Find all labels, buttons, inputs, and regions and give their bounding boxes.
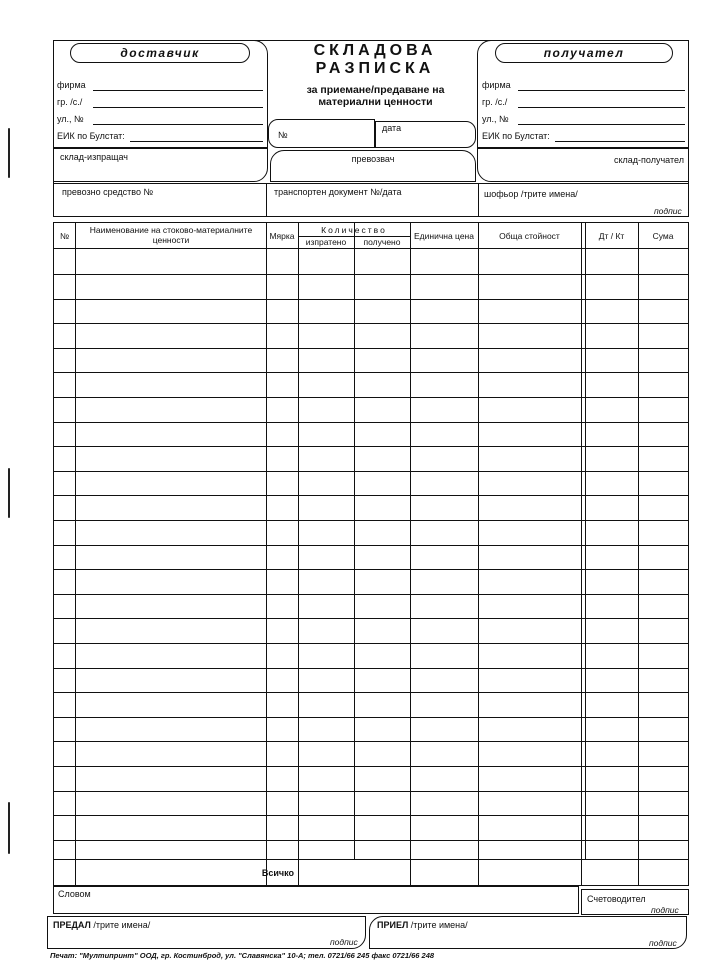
table-row-line	[54, 766, 688, 767]
th-total: Обща стойност	[499, 231, 560, 241]
table-row-line	[54, 372, 688, 373]
received-signature-label: подпис	[649, 938, 677, 948]
supplier-street-label: ул., №	[57, 114, 84, 124]
receiver-city-label: гр. /с./	[482, 97, 508, 107]
table-row-line	[54, 668, 688, 669]
print-note: Печат: "Мултипринт" ООД, гр. Костинброд, ул. "Славянска" 10-А; тел. 0721/66 245 факс 0721/66 248	[50, 951, 435, 960]
col-line-gap	[585, 223, 586, 859]
th-sent: изпратено	[305, 237, 347, 247]
table-row-line	[54, 569, 688, 570]
table-row-line	[54, 692, 688, 693]
supplier-city-line[interactable]	[93, 107, 263, 108]
receiver-street-line[interactable]	[518, 124, 685, 125]
receiver-title: получател	[543, 46, 625, 60]
doc-number-label: №	[278, 130, 288, 140]
table-row-line	[54, 471, 688, 472]
table-row-line	[54, 815, 688, 816]
table-row-line	[54, 274, 688, 275]
table-header-line	[54, 248, 688, 249]
receiver-eik-line[interactable]	[555, 141, 685, 142]
table-row-line	[54, 840, 688, 841]
sender-warehouse-label: склад-изпращач	[60, 152, 128, 162]
goods-table	[53, 222, 689, 886]
doc-subtitle: за приемане/предаване на материални ценности	[306, 84, 445, 108]
table-row-line	[54, 348, 688, 349]
received-label	[377, 920, 468, 930]
receiver-warehouse-label: склад-получател	[614, 155, 684, 165]
received-names: /трите имена/	[410, 920, 468, 930]
th-received: получено	[363, 237, 401, 247]
driver-signature-label: подпис	[654, 206, 682, 216]
th-measure: Мярка	[269, 231, 295, 241]
supplier-city-label: гр. /с./	[57, 97, 83, 107]
received-title: ПРИЕЛ	[377, 920, 409, 930]
carrier-label: превозвач	[351, 154, 395, 164]
supplier-eik-label: ЕИК по Булстат:	[57, 131, 125, 141]
words-box[interactable]	[53, 886, 579, 914]
table-row-line	[54, 643, 688, 644]
table-row-line	[54, 717, 688, 718]
supplier-firm-label: фирма	[57, 80, 86, 90]
total-label: Всичко	[261, 868, 294, 878]
th-amount: Сума	[652, 231, 674, 241]
doc-date-label: дата	[382, 123, 402, 133]
table-row-line	[54, 495, 688, 496]
binder-hole-middle	[8, 468, 10, 518]
table-row-line	[54, 323, 688, 324]
doc-title-line2: РАЗПИСКА	[315, 60, 435, 77]
table-row-line	[54, 545, 688, 546]
transport-divider-1	[266, 183, 267, 217]
handed-title: ПРЕДАЛ	[53, 920, 91, 930]
table-row-line	[54, 791, 688, 792]
driver-label: шофьор /трите имена/	[484, 189, 578, 199]
receiver-eik-label: ЕИК по Булстат:	[482, 131, 550, 141]
table-row-line	[54, 397, 688, 398]
table-row-line	[54, 520, 688, 521]
th-no: №	[59, 231, 70, 241]
receiver-city-line[interactable]	[518, 107, 685, 108]
th-debit-credit: Дт / Кт	[598, 231, 625, 241]
receiver-warehouse-box[interactable]	[477, 148, 689, 182]
table-row-line	[54, 594, 688, 595]
receiver-firm-line[interactable]	[518, 90, 685, 91]
table-row-line	[54, 741, 688, 742]
accountant-signature-label: подпис	[651, 905, 679, 915]
vehicle-label: превозно средство №	[62, 187, 154, 197]
th-quantity: Количество	[321, 225, 387, 235]
th-unit-price: Единична цена	[414, 231, 474, 241]
handed-signature-label: подпис	[330, 937, 358, 947]
transport-divider-2	[478, 183, 479, 217]
words-label: Словом	[58, 889, 91, 899]
transport-doc-label: транспортен документ №/дата	[274, 187, 402, 197]
handed-names: /трите имена/	[93, 920, 151, 930]
col-line-sent	[354, 223, 355, 859]
supplier-title: доставчик	[120, 46, 200, 60]
doc-title-line1: СКЛАДОВА	[313, 42, 437, 59]
supplier-street-line[interactable]	[93, 124, 263, 125]
table-row-line	[54, 299, 688, 300]
accountant-label: Счетоводител	[587, 894, 646, 904]
supplier-eik-line[interactable]	[130, 141, 263, 142]
binder-hole-top	[8, 128, 10, 178]
table-row-line	[54, 618, 688, 619]
th-name: Наименование на стоково-материалните ценности	[89, 225, 253, 245]
handed-label	[53, 920, 150, 930]
receiver-firm-label: фирма	[482, 80, 511, 90]
table-row-line	[54, 422, 688, 423]
receiver-street-label: ул., №	[482, 114, 509, 124]
table-row-line	[54, 446, 688, 447]
table-total-line	[54, 859, 688, 860]
supplier-firm-line[interactable]	[93, 90, 263, 91]
binder-hole-bottom	[8, 802, 10, 854]
